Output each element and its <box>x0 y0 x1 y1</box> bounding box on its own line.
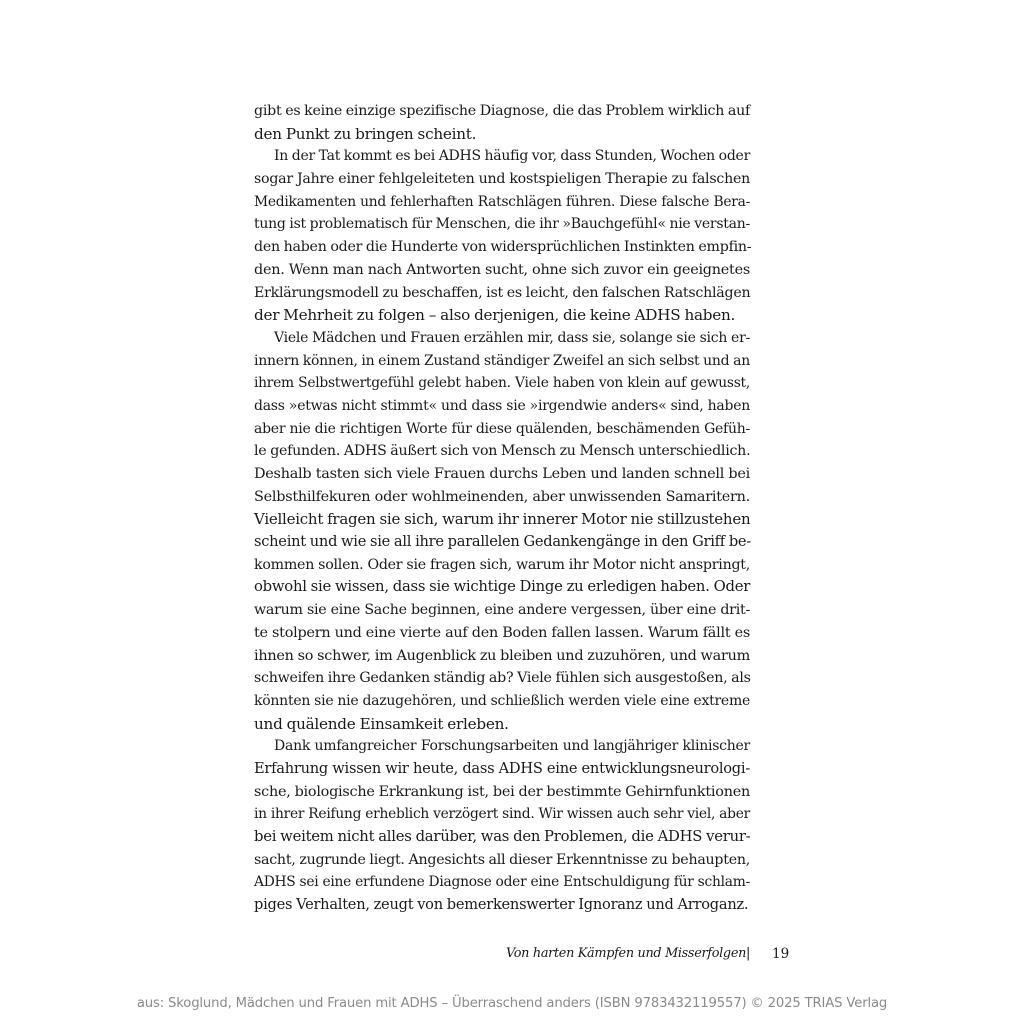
text-line: Vielleicht fragen sie sich, warum ihr innerer Motor nie stillzustehen <box>254 510 751 529</box>
text-line: und quälende Einsamkeit erleben. <box>254 714 509 733</box>
footer-separator: | <box>746 946 751 961</box>
text-line: könnten sie nie dazugehören, und schließlich werden viele eine extreme <box>254 692 750 709</box>
paragraph <box>254 100 750 145</box>
text-line: ADHS sei eine erfundene Diagnose oder eine Entschuldigung für schlam- <box>254 874 750 891</box>
body-text <box>254 100 750 917</box>
paragraph <box>254 327 750 735</box>
text-line: innern können, in einem Zustand ständiger Zweifel an sich selbst und an <box>254 352 750 369</box>
paragraph <box>254 145 750 327</box>
text-line: ihrem Selbstwertgefühl gelebt haben. Viele haben von klein auf gewusst, <box>254 375 750 392</box>
text-line: sche, biologische Erkrankung ist, bei der bestimmte Gehirnfunktionen <box>254 783 750 800</box>
text-line: Viele Mädchen und Frauen erzählen mir, dass sie, solange sie sich er- <box>274 329 750 346</box>
text-line: Selbsthilfekuren oder wohlmeinenden, aber unwissenden Samaritern. <box>254 488 750 505</box>
text-line: den. Wenn man nach Antworten sucht, ohne sich zuvor ein geeignetes <box>254 261 750 278</box>
source-attribution: aus: Skoglund, Mädchen und Frauen mit ADHS – Überraschend anders (ISBN 9783432119557) © 2025 TRIAS Verlag <box>136 996 888 1011</box>
text-line: Dank umfangreicher Forschungsarbeiten und langjähriger klinischer <box>274 738 750 755</box>
text-line: sacht, zugrunde liegt. Angesichts all dieser Erkenntnisse zu behaupten, <box>254 851 750 868</box>
text-line: tung ist problematisch für Menschen, die ihr »Bauchgefühl« nie verstan- <box>254 216 750 233</box>
text-line: Erfahrung wissen wir heute, dass ADHS eine entwicklungsneurologi- <box>254 759 750 777</box>
text-line: warum sie eine Sache beginnen, eine andere vergessen, über eine drit- <box>254 602 750 619</box>
page-number: 19 <box>772 946 790 962</box>
text-line: Medikamenten und fehlerhaften Ratschlägen führen. Diese falsche Bera- <box>254 193 750 210</box>
text-line: ihnen so schwer, im Augenblick zu bleiben und zuzuhören, und warum <box>254 647 750 664</box>
text-line: le gefunden. ADHS äußert sich von Mensch zu Mensch unterschiedlich. <box>254 443 751 460</box>
text-line: In der Tat kommt es bei ADHS häufig vor, dass Stunden, Wochen oder <box>274 148 751 165</box>
text-line: dass »etwas nicht stimmt« und dass sie »irgendwie anders« sind, haben <box>254 397 750 414</box>
text-line: in ihrer Reifung erheblich verzögert sind. Wir wissen auch sehr viel, aber <box>254 806 750 823</box>
page-footer <box>506 943 796 965</box>
text-line: scheint und wie sie all ihre parallelen Gedankengänge in den Griff be- <box>254 533 751 551</box>
text-line: den haben oder die Hunderte von widersprüchlichen Instinkten empfin- <box>254 239 752 256</box>
text-line: den Punkt zu bringen scheint. <box>254 124 477 143</box>
text-line: kommen sollen. Oder sie fragen sich, warum ihr Motor nicht anspringt, <box>254 556 750 573</box>
text-line: obwohl sie wissen, dass sie wichtige Dinge zu erledigen haben. Oder <box>254 578 751 596</box>
text-line: bei weitem nicht alles darüber, was den Problemen, die ADHS verur- <box>254 828 751 845</box>
text-line: te stolpern und eine vierte auf den Boden fallen lassen. Warum fällt es <box>254 624 750 641</box>
text-line: Erklärungsmodell zu beschaffen, ist es leicht, den falschen Ratschlägen <box>254 284 751 301</box>
text-line: piges Verhalten, zeugt von bemerkenswerter Ignoranz und Arroganz. <box>254 896 749 914</box>
text-line: der Mehrheit zu folgen – also derjenigen, die keine ADHS haben. <box>254 306 736 325</box>
text-line: sogar Jahre einer fehlgeleiteten und kostspieligen Therapie zu falschen <box>254 171 750 188</box>
text-line: gibt es keine einzige spezifische Diagnose, die das Problem wirklich auf <box>254 103 750 119</box>
text-line: schweifen ihre Gedanken ständig ab? Viele fühlen sich ausgestoßen, als <box>254 670 751 687</box>
text-line: aber nie die richtigen Worte für diese quälenden, beschämenden Gefüh- <box>254 420 750 437</box>
running-title: Von harten Kämpfen und Misserfolgen <box>506 946 747 961</box>
text-line: Deshalb tasten sich viele Frauen durchs Leben und landen schnell bei <box>254 466 750 482</box>
paragraph <box>254 735 750 917</box>
